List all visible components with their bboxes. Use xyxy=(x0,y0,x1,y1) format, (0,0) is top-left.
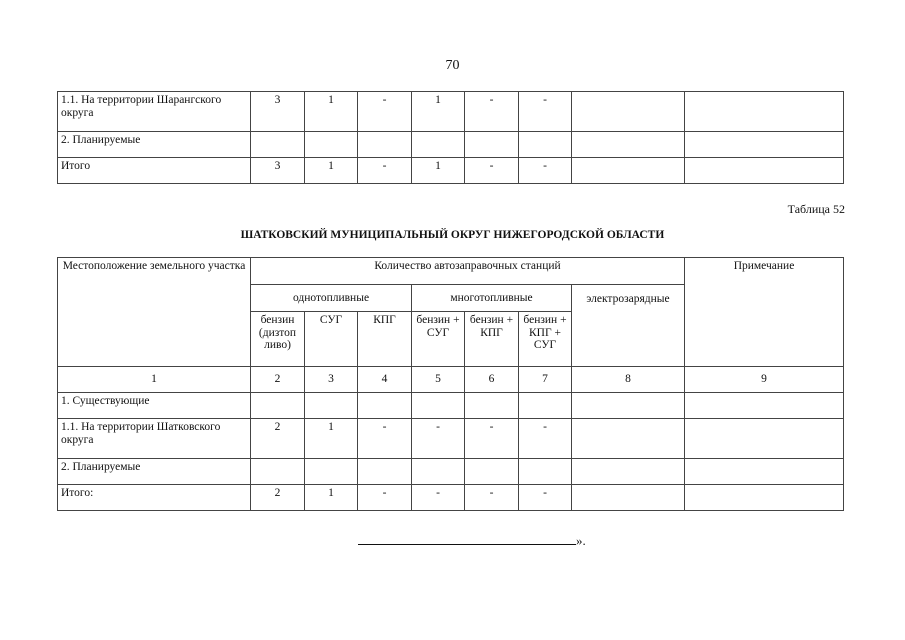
cell-value xyxy=(305,393,358,419)
cell-value: - xyxy=(358,419,412,459)
cell-note xyxy=(685,459,844,485)
closing-mark: ». xyxy=(576,533,586,548)
cell-value xyxy=(358,132,412,158)
cell-value: 1 xyxy=(305,158,358,184)
stations-table xyxy=(57,257,844,511)
cell-value: 1 xyxy=(412,158,465,184)
table-title: ШАТКОВСКИЙ МУНИЦИПАЛЬНЫЙ ОКРУГ НИЖЕГОРОДСКОЙ ОБЛАСТИ xyxy=(240,229,665,241)
header-sub-gasoline-cng-lpg: бензин + КПГ + СУГ xyxy=(519,312,572,367)
cell-value: 3 xyxy=(251,92,305,132)
header-sub-lpg: СУГ xyxy=(305,312,358,367)
header-sub-cng: КПГ xyxy=(358,312,412,367)
cell-value: - xyxy=(519,158,572,184)
cell-value xyxy=(572,393,685,419)
cell-value xyxy=(465,459,519,485)
cell-value xyxy=(412,393,465,419)
table-caption: Таблица 52 xyxy=(787,202,845,216)
row-label: 1.1. На территории Шарангского округа xyxy=(58,92,251,132)
cell-value xyxy=(251,132,305,158)
cell-note xyxy=(685,419,844,459)
cell-value: 1 xyxy=(305,485,358,511)
header-electric: электрозарядные xyxy=(572,285,685,367)
row-label: Итого xyxy=(58,158,251,184)
table-row xyxy=(58,419,844,459)
header-row xyxy=(58,258,844,285)
cell-value xyxy=(358,459,412,485)
cell-value xyxy=(358,393,412,419)
cell-note xyxy=(685,158,844,184)
cell-value xyxy=(572,158,685,184)
cell-value xyxy=(251,459,305,485)
cell-note xyxy=(685,92,844,132)
column-number: 4 xyxy=(358,367,412,393)
continued-table xyxy=(57,91,844,184)
cell-value: 1 xyxy=(412,92,465,132)
cell-value xyxy=(572,419,685,459)
table-row xyxy=(58,393,844,419)
cell-value xyxy=(572,459,685,485)
cell-value xyxy=(572,92,685,132)
row-label: Итого: xyxy=(58,485,251,511)
cell-value xyxy=(251,393,305,419)
cell-value: - xyxy=(412,485,465,511)
column-number: 2 xyxy=(251,367,305,393)
cell-value: 2 xyxy=(251,419,305,459)
cell-value: - xyxy=(358,485,412,511)
header-sub-gasoline-lpg: бензин + СУГ xyxy=(412,312,465,367)
column-numbers-row xyxy=(58,367,844,393)
cell-value xyxy=(519,393,572,419)
table-row xyxy=(58,132,844,158)
cell-note xyxy=(685,393,844,419)
cell-value xyxy=(519,459,572,485)
row-label: 2. Планируемые xyxy=(58,132,251,158)
cell-value xyxy=(572,485,685,511)
table-row xyxy=(58,459,844,485)
row-label: 1. Существующие xyxy=(58,393,251,419)
table-row xyxy=(58,485,844,511)
header-note: Примечание xyxy=(685,258,844,367)
cell-value: - xyxy=(519,92,572,132)
cell-value: - xyxy=(465,419,519,459)
header-count: Количество автозаправочных станций xyxy=(251,258,685,285)
cell-value: - xyxy=(519,419,572,459)
column-number: 8 xyxy=(572,367,685,393)
row-label: 1.1. На территории Шатковского округа xyxy=(58,419,251,459)
page-number: 70 xyxy=(445,58,460,73)
cell-value xyxy=(572,132,685,158)
table-row xyxy=(58,158,844,184)
header-sub-gasoline-cng: бензин + КПГ xyxy=(465,312,519,367)
table-row xyxy=(58,92,844,132)
cell-value xyxy=(465,393,519,419)
header-single-fuel: однотопливные xyxy=(251,285,412,312)
cell-note xyxy=(685,132,844,158)
column-number: 3 xyxy=(305,367,358,393)
cell-value: 2 xyxy=(251,485,305,511)
cell-value: - xyxy=(358,92,412,132)
column-number: 9 xyxy=(685,367,844,393)
cell-note xyxy=(685,485,844,511)
cell-value: - xyxy=(465,92,519,132)
cell-value: 3 xyxy=(251,158,305,184)
closing-line xyxy=(358,533,586,549)
cell-value xyxy=(412,459,465,485)
row-label: 2. Планируемые xyxy=(58,459,251,485)
column-number: 5 xyxy=(412,367,465,393)
cell-value xyxy=(305,132,358,158)
cell-value xyxy=(465,132,519,158)
header-multi-fuel: многотопливные xyxy=(412,285,572,312)
cell-value: - xyxy=(465,485,519,511)
cell-value: 1 xyxy=(305,92,358,132)
cell-value: 1 xyxy=(305,419,358,459)
cell-value: - xyxy=(412,419,465,459)
header-location: Местоположение земельного участка xyxy=(58,258,251,367)
cell-value xyxy=(305,459,358,485)
cell-value xyxy=(412,132,465,158)
signature-underline xyxy=(358,534,576,545)
column-number: 1 xyxy=(58,367,251,393)
cell-value: - xyxy=(465,158,519,184)
header-sub-gasoline: бензин (дизтоп ливо) xyxy=(251,312,305,367)
column-number: 6 xyxy=(465,367,519,393)
cell-value: - xyxy=(519,485,572,511)
cell-value: - xyxy=(358,158,412,184)
column-number: 7 xyxy=(519,367,572,393)
cell-value xyxy=(519,132,572,158)
